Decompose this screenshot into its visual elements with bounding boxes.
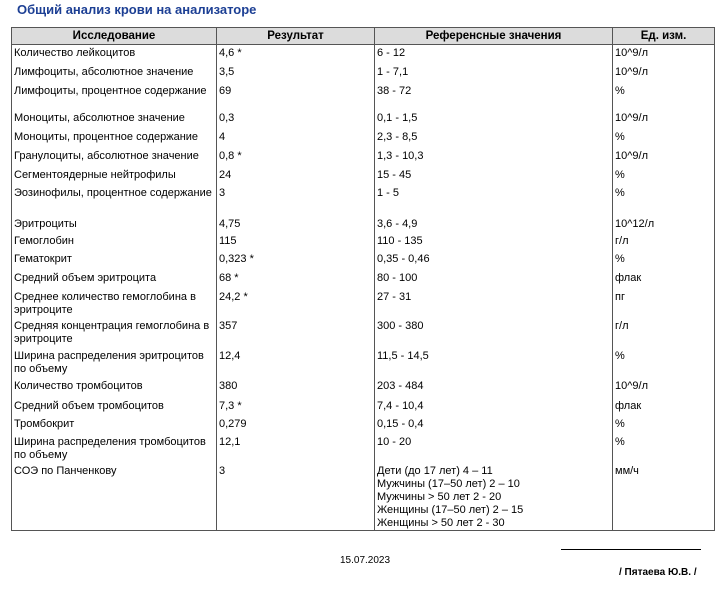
cell-test: Сегментоядерные нейтрофилы (12, 166, 217, 184)
cell-ref: 0,15 - 0,4 (375, 415, 613, 433)
results-table (11, 27, 715, 531)
table-header-row (12, 28, 715, 45)
cell-test: Лимфоциты, процентное содержание (12, 82, 217, 108)
cell-result: 24,2 * (217, 288, 375, 317)
cell-ref: 1 - 7,1 (375, 63, 613, 82)
cell-test: Количество тромбоцитов (12, 377, 217, 396)
table-row (12, 147, 715, 166)
cell-test: Средний объем тромбоцитов (12, 396, 217, 415)
cell-test: Гемоглобин (12, 232, 217, 250)
table-row (12, 288, 715, 317)
cell-result: 0,323 * (217, 250, 375, 268)
cell-result: 3 (217, 184, 375, 213)
esr-reference-line: Женщины (17–50 лет) 2 – 15 (377, 503, 524, 516)
table-row (12, 128, 715, 147)
cell-test: Тромбокрит (12, 415, 217, 433)
cell-test: Эритроциты (12, 213, 217, 232)
cell-unit: % (613, 128, 715, 147)
cell-unit: % (613, 184, 715, 213)
esr-reference-line: Мужчины (17–50 лет) 2 – 10 (377, 477, 520, 490)
cell-unit: г/л (613, 317, 715, 347)
cell-test: Количество лейкоцитов (12, 45, 217, 63)
table-row (12, 45, 715, 63)
table-row (12, 433, 715, 462)
cell-ref: 2,3 - 8,5 (375, 128, 613, 147)
cell-unit: г/л (613, 232, 715, 250)
cell-unit: % (613, 250, 715, 268)
cell-test: Среднее количество гемоглобина в эритроците (12, 288, 217, 317)
table-row (12, 377, 715, 396)
cell-test: СОЭ по Панченкову (12, 462, 217, 531)
cell-result: 3,5 (217, 63, 375, 82)
cell-unit: 10^9/л (613, 45, 715, 63)
table-row (12, 396, 715, 415)
table-row (12, 317, 715, 347)
header-reference: Референсные значения (375, 28, 613, 45)
cell-test: Средняя концентрация гемоглобина в эритроците (12, 317, 217, 347)
cell-result: 24 (217, 166, 375, 184)
table-row (12, 108, 715, 128)
header-test: Исследование (12, 28, 217, 45)
table-row (12, 184, 715, 213)
cell-result: 0,8 * (217, 147, 375, 166)
cell-unit: 10^9/л (613, 147, 715, 166)
table-row (12, 268, 715, 288)
cell-ref: 300 - 380 (375, 317, 613, 347)
cell-unit: % (613, 166, 715, 184)
cell-test: Эозинофилы, процентное содержание (12, 184, 217, 213)
esr-reference-line: Женщины > 50 лет 2 - 30 (377, 516, 505, 529)
cell-unit: % (613, 433, 715, 462)
cell-unit: % (613, 415, 715, 433)
cell-result: 115 (217, 232, 375, 250)
table-row (12, 63, 715, 82)
cell-unit: % (613, 82, 715, 108)
table-row (12, 462, 715, 531)
header-unit: Ед. изм. (613, 28, 715, 45)
cell-ref: 1,3 - 10,3 (375, 147, 613, 166)
cell-ref: 110 - 135 (375, 232, 613, 250)
cell-result: 357 (217, 317, 375, 347)
cell-test: Лимфоциты, абсолютное значение (12, 63, 217, 82)
cell-test: Гематокрит (12, 250, 217, 268)
table-row (12, 250, 715, 268)
cell-result: 12,1 (217, 433, 375, 462)
cell-result: 4,6 * (217, 45, 375, 63)
signer-name: / Пятаева Ю.В. / (619, 567, 697, 578)
cell-unit: пг (613, 288, 715, 317)
table-row (12, 347, 715, 377)
cell-unit: 10^9/л (613, 63, 715, 82)
table-row (12, 166, 715, 184)
cell-ref (375, 462, 613, 531)
cell-ref: 38 - 72 (375, 82, 613, 108)
cell-ref: 10 - 20 (375, 433, 613, 462)
cell-ref: 27 - 31 (375, 288, 613, 317)
cell-ref: 3,6 - 4,9 (375, 213, 613, 232)
cell-unit: 10^9/л (613, 108, 715, 128)
esr-reference-line: Мужчины > 50 лет 2 - 20 (377, 490, 502, 503)
table-row (12, 232, 715, 250)
cell-result: 12,4 (217, 347, 375, 377)
cell-unit: мм/ч (613, 462, 715, 531)
cell-ref: 15 - 45 (375, 166, 613, 184)
cell-result: 69 (217, 82, 375, 108)
header-result: Результат (217, 28, 375, 45)
cell-ref: 80 - 100 (375, 268, 613, 288)
table-row (12, 415, 715, 433)
cell-unit: флак (613, 268, 715, 288)
cell-result: 7,3 * (217, 396, 375, 415)
cell-test: Моноциты, процентное содержание (12, 128, 217, 147)
cell-result: 3 (217, 462, 375, 531)
cell-result: 0,3 (217, 108, 375, 128)
cell-test: Ширина распределения эритроцитов по объему (12, 347, 217, 377)
cell-ref: 0,35 - 0,46 (375, 250, 613, 268)
table-row (12, 82, 715, 108)
report-date: 15.07.2023 (340, 555, 391, 566)
cell-ref: 0,1 - 1,5 (375, 108, 613, 128)
cell-test: Ширина распределения тромбоцитов по объему (12, 433, 217, 462)
cell-unit: флак (613, 396, 715, 415)
cell-unit: 10^12/л (613, 213, 715, 232)
table-row (12, 213, 715, 232)
cell-result: 0,279 (217, 415, 375, 433)
cell-unit: 10^9/л (613, 377, 715, 396)
cell-ref: 203 - 484 (375, 377, 613, 396)
cell-result: 4,75 (217, 213, 375, 232)
esr-reference-line: Дети (до 17 лет) 4 – 11 (377, 464, 493, 477)
signature-line (561, 549, 701, 550)
cell-result: 380 (217, 377, 375, 396)
report-title: Общий анализ крови на анализаторе (17, 2, 257, 17)
cell-test: Моноциты, абсолютное значение (12, 108, 217, 128)
cell-test: Средний объем эритроцита (12, 268, 217, 288)
cell-ref: 11,5 - 14,5 (375, 347, 613, 377)
cell-result: 68 * (217, 268, 375, 288)
cell-test: Гранулоциты, абсолютное значение (12, 147, 217, 166)
cell-ref: 6 - 12 (375, 45, 613, 63)
cell-ref: 7,4 - 10,4 (375, 396, 613, 415)
cell-result: 4 (217, 128, 375, 147)
cell-ref: 1 - 5 (375, 184, 613, 213)
cell-unit: % (613, 347, 715, 377)
